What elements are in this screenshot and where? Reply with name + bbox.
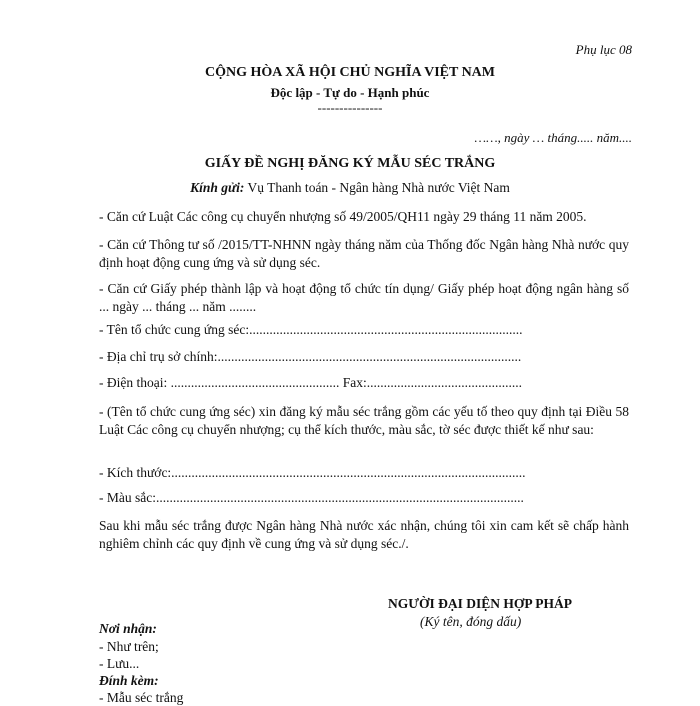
- recipients-item: - Như trên;: [99, 639, 159, 654]
- recipients-item: - Lưu...: [99, 656, 140, 671]
- place-date-line: ……, ngày … tháng..... năm....: [474, 130, 632, 145]
- recipient-value: Vụ Thanh toán - Ngân hàng Nhà nước Việt Nam: [244, 180, 510, 195]
- recipients-label: Nơi nhận:: [99, 621, 157, 636]
- appendix-label: Phụ lục 08: [575, 42, 632, 57]
- legal-basis-circular: - Căn cứ Thông tư số /2015/TT-NHNN ngày tháng năm của Thống đốc Ngân hàng Nhà nước quy định hoạt động cung ứng và sử dụng séc.: [99, 237, 629, 270]
- signatory-title: NGƯỜI ĐẠI DIỆN HỢP PHÁP: [388, 596, 573, 611]
- nation-heading: CỘNG HÒA XÃ HỘI CHỦ NGHĨA VIỆT NAM: [204, 65, 495, 80]
- legal-basis-license: - Căn cứ Giấy phép thành lập và hoạt động tổ chức tín dụng/ Giấy phép hoạt động ngân hàng số ... ngày ... tháng ... năm ........: [99, 281, 629, 314]
- org-name-field: - Tên tổ chức cung ứng séc:.................................................................................: [99, 322, 523, 337]
- registration-statement: - (Tên tổ chức cung ứng séc) xin đăng ký mẫu séc trắng gồm các yếu tố theo quy định tại Điều 58 Luật Các công cụ chuyển nhượng; cụ thể kích thước, màu sắc, tờ séc được thiết kế như sau:: [99, 404, 629, 437]
- color-field: - Màu sắc:.............................................................................................................: [99, 490, 524, 505]
- signatory-note: (Ký tên, đóng dấu): [420, 614, 522, 629]
- recipient-line: [0, 180, 700, 196]
- legal-basis-law: - Căn cứ Luật Các công cụ chuyển nhượng số 49/2005/QH11 ngày 29 tháng 11 năm 2005.: [99, 209, 587, 224]
- document-title: GIẤY ĐỀ NGHỊ ĐĂNG KÝ MẪU SÉC TRẮNG: [204, 156, 496, 171]
- attachments-label: Đính kèm:: [99, 673, 159, 688]
- size-field: - Kích thước:.........................................................................................................: [99, 465, 526, 480]
- header-separator: ---------------: [317, 100, 383, 115]
- motto-heading: Độc lập - Tự do - Hạnh phúc: [270, 85, 430, 100]
- attachments-item: - Mẫu séc trắng: [99, 690, 184, 705]
- phone-fax-field: - Điện thoại: .................................................. Fax:..............................................: [99, 375, 522, 390]
- address-field: - Địa chỉ trụ sở chính:..........................................................................................: [99, 349, 522, 364]
- commitment-statement: Sau khi mẫu séc trắng được Ngân hàng Nhà nước xác nhận, chúng tôi xin cam kết sẽ chấp hành nghiêm chỉnh các quy định về cung ứng và sử dụng séc./.: [99, 518, 629, 551]
- recipient-label: Kính gửi:: [190, 180, 245, 195]
